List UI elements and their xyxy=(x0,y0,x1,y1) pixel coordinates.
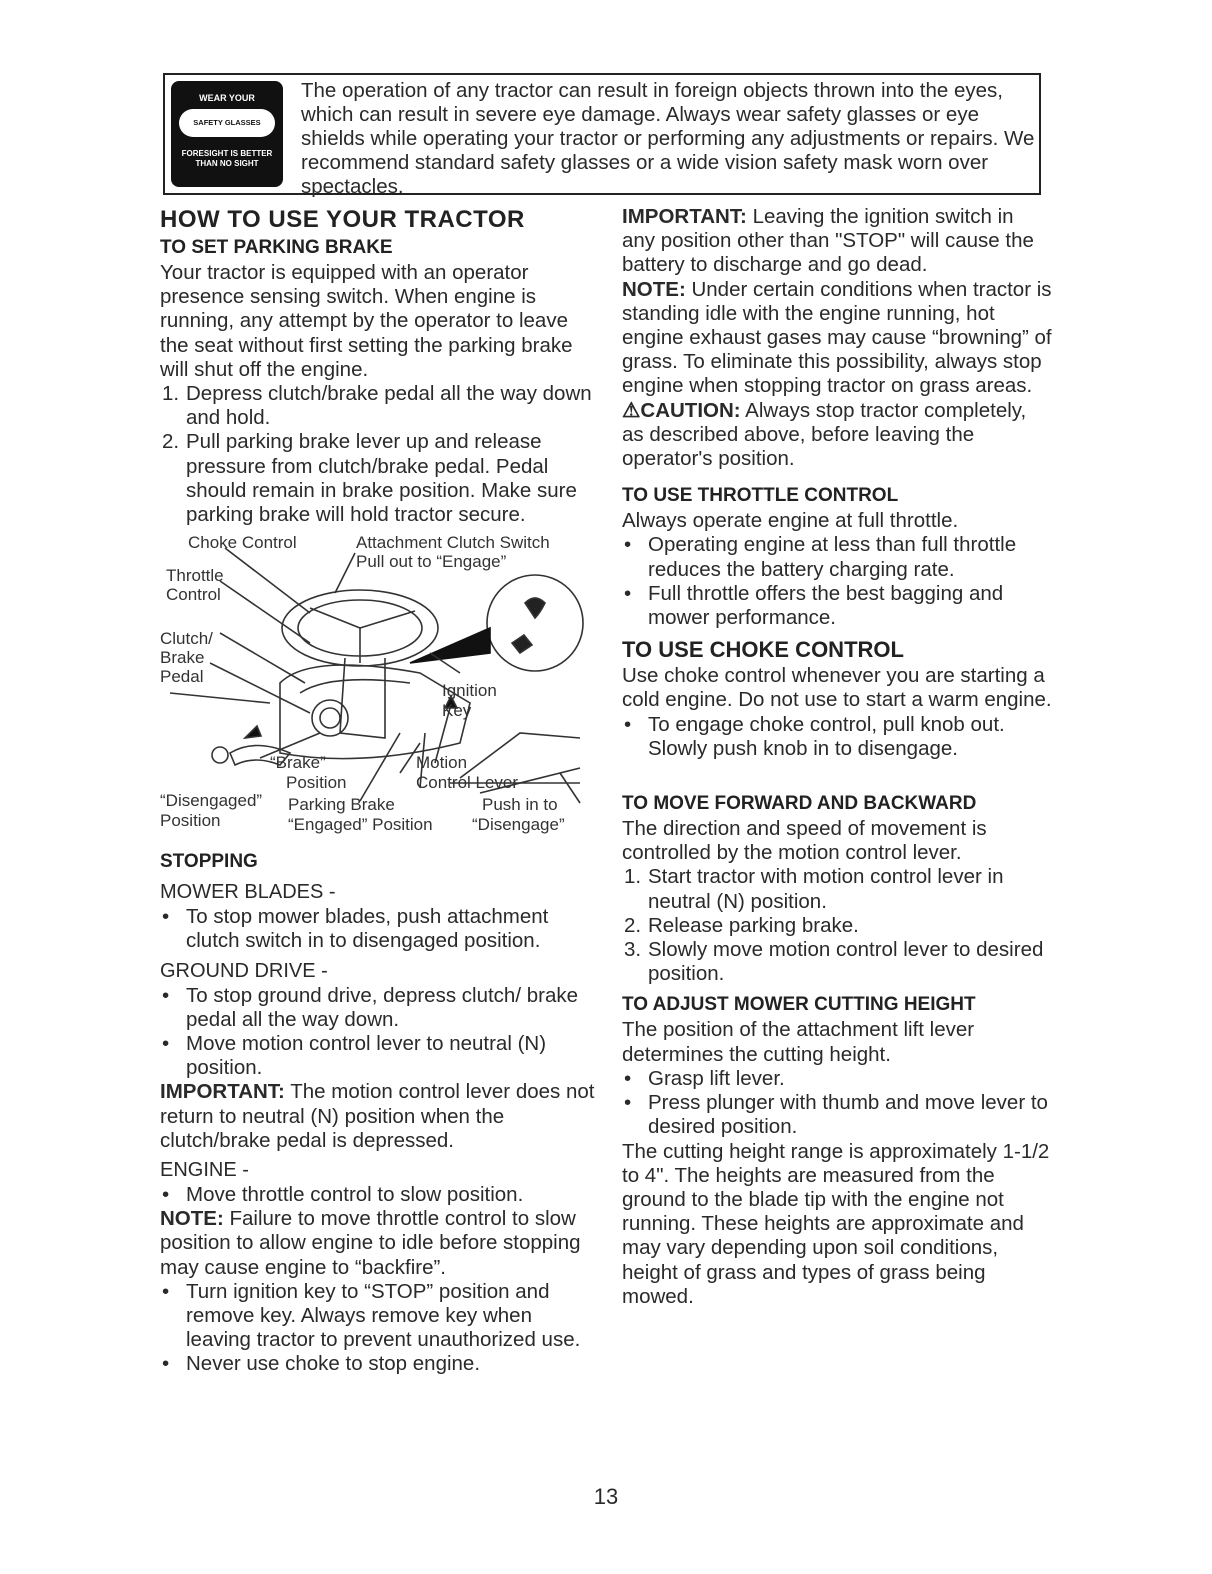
move-heading: TO MOVE FORWARD AND BACKWARD xyxy=(622,793,977,815)
choke-list xyxy=(622,713,1052,761)
label-position: Position xyxy=(286,773,347,793)
caution-keyword: ⚠CAUTION: xyxy=(622,398,741,422)
mower-blades-label: MOWER BLADES - xyxy=(160,881,336,904)
label-throttle-control: Control xyxy=(166,585,221,605)
parking-brake-heading: TO SET PARKING BRAKE xyxy=(160,237,393,258)
list-item xyxy=(160,382,600,430)
important-ignition-note xyxy=(622,205,1052,278)
step-text: Release parking brake. xyxy=(648,913,859,937)
label-disengage: “Disengage” xyxy=(472,815,565,835)
note-keyword: NOTE: xyxy=(622,277,686,301)
list-item xyxy=(622,865,1052,913)
step-number: 2. xyxy=(162,430,180,454)
label-parking-brake: Parking Brake xyxy=(288,795,395,815)
right-column xyxy=(622,205,1052,1309)
important-keyword: IMPORTANT: xyxy=(622,205,747,228)
list-item: • To stop ground drive, depress clutch/ brake pedal all the way down. xyxy=(162,983,578,1031)
list-item xyxy=(622,914,1052,938)
label-push-in: Push in to xyxy=(482,795,558,815)
item-text: Grasp lift lever. xyxy=(648,1066,785,1090)
list-item: • Turn ignition key to “STOP” position and remove key. Always remove key when leaving tractor to prevent unauthorized use. xyxy=(162,1279,581,1352)
page-title: HOW TO USE YOUR TRACTOR xyxy=(160,206,525,233)
label-choke-control: Choke Control xyxy=(188,533,297,553)
left-column xyxy=(160,205,600,1377)
note-browning xyxy=(622,278,1052,399)
item-text: Never use choke to stop engine. xyxy=(186,1352,481,1376)
engine-label: ENGINE - xyxy=(160,1159,249,1182)
label-brake: Brake xyxy=(160,648,205,668)
parking-brake-steps xyxy=(160,382,600,527)
cutting-height-heading: TO ADJUST MOWER CUTTING HEIGHT xyxy=(622,994,976,1016)
label-disengaged-position: Position xyxy=(160,811,221,831)
choke-intro: Use choke control whenever you are starting a cold engine. Do not use to start a warm engine. xyxy=(622,664,1052,712)
engine-list xyxy=(160,1183,600,1207)
item-text: To engage choke control, pull knob out. Slowly push knob in to disengage. xyxy=(648,712,1005,760)
label-control-lever: Control Lever xyxy=(416,773,519,793)
label-ignition: Ignition xyxy=(442,681,497,701)
item-text: To stop mower blades, push attachment clutch switch in to disengaged position. xyxy=(186,905,549,953)
step-text: Slowly move motion control lever to desired position. xyxy=(648,938,1044,986)
step-number: 3. xyxy=(624,938,642,962)
list-item: • Operating engine at less than full throttle reduces the battery charging rate. xyxy=(624,533,1017,581)
controls-diagram xyxy=(160,533,600,843)
step-text: Depress clutch/brake pedal all the way down and hold. xyxy=(186,382,592,430)
list-item xyxy=(160,430,600,527)
important-keyword: IMPORTANT: xyxy=(160,1080,285,1104)
label-throttle: Throttle xyxy=(166,566,224,586)
badge-line-3: FORESIGHT IS BETTER THAN NO SIGHT xyxy=(181,149,273,168)
ground-drive-list xyxy=(160,984,600,1081)
label-motion: Motion xyxy=(416,753,468,773)
cutting-height-outro: The cutting height range is approximately 1-1/2 to 4". The heights are measured from the ground to the blade tip with the engine not running. These heights are approximate and may vary depending upon soil conditions, height of grass and types of grass being mowed. xyxy=(622,1139,1050,1308)
note-text: Failure to move throttle control to slow position to allow engine to idle before stopping may cause engine to “backfire”. xyxy=(160,1207,581,1279)
step-text: Pull parking brake lever up and release pressure from clutch/brake pedal. Pedal should remain in brake position. Make sure parking brake will hold tractor secure. xyxy=(186,430,577,527)
parking-brake-intro: Your tractor is equipped with an operator presence sensing switch. When engine is running, any attempt by the operator to leave the seat without first setting the parking brake will shut off the engine. xyxy=(160,261,573,381)
safety-glasses-badge xyxy=(171,81,283,187)
list-item: • Press plunger with thumb and move lever to desired position. xyxy=(624,1091,1048,1139)
cutting-height-intro: The position of the attachment lift lever determines the cutting height. xyxy=(622,1018,975,1066)
label-clutch: Clutch/ xyxy=(160,629,213,649)
throttle-intro: Always operate engine at full throttle. xyxy=(622,509,959,533)
important-note-stopping xyxy=(160,1080,600,1153)
label-pedal: Pedal xyxy=(160,667,204,687)
engine-list-2 xyxy=(160,1280,600,1377)
list-item: • Grasp lift lever. xyxy=(624,1066,785,1090)
warning-triangle-icon: ⚠ xyxy=(622,398,641,422)
step-text: Start tractor with motion control lever in neutral (N) position. xyxy=(648,865,1004,913)
label-disengaged: “Disengaged” xyxy=(160,791,263,811)
move-intro: The direction and speed of movement is controlled by the motion control lever. xyxy=(622,817,987,865)
important-text: Leaving the ignition switch in any position other than "STOP" will cause the battery to discharge and go dead. xyxy=(622,205,1034,277)
label-engaged-position: “Engaged” Position xyxy=(288,815,433,835)
item-text: Move throttle control to slow position. xyxy=(186,1183,524,1207)
item-text: Press plunger with thumb and move lever to desired position. xyxy=(648,1091,1048,1139)
label-brake-position: “Brake” xyxy=(270,753,326,773)
page-number: 13 xyxy=(593,1484,619,1509)
item-text: To stop ground drive, depress clutch/ brake pedal all the way down. xyxy=(186,983,578,1031)
list-item: • Full throttle offers the best bagging and mower performance. xyxy=(624,581,1004,630)
caution-note xyxy=(622,399,1052,472)
ground-drive-label: GROUND DRIVE - xyxy=(160,959,328,982)
safety-warning-text: The operation of any tractor can result in foreign objects thrown into the eyes, which can result in severe eye damage. Always wear safety glasses or eye shields while operating your tractor or performing any adjustments or repairs. We recommend standard safety glasses or a wide vision safety mask worn over spectacles. xyxy=(301,79,1035,198)
list-item: • Never use choke to stop engine. xyxy=(162,1352,481,1376)
label-ignition-key: Key xyxy=(442,701,472,721)
move-steps xyxy=(622,865,1052,986)
throttle-list xyxy=(622,533,1052,630)
list-item xyxy=(622,938,1052,986)
step-number: 2. xyxy=(624,913,642,937)
note-keyword: NOTE: xyxy=(160,1207,224,1231)
note-text: Under certain conditions when tractor is standing idle with the engine running, hot engine exhaust gases may cause “browning” of grass. To eliminate this possibility, always stop engine when stopping tractor on grass areas. xyxy=(622,277,1052,398)
step-number: 1. xyxy=(162,382,180,406)
list-item: • To stop mower blades, push attachment clutch switch in to disengaged position. xyxy=(162,905,549,953)
pedal-housing-shape xyxy=(312,700,348,736)
item-text: Operating engine at less than full throttle reduces the battery charging rate. xyxy=(648,533,1017,581)
stopping-heading: STOPPING xyxy=(160,851,258,873)
item-text: Turn ignition key to “STOP” position and remove key. Always remove key when leaving tractor to prevent unauthorized use. xyxy=(186,1279,581,1352)
list-item: • To engage choke control, pull knob out. Slowly push knob in to disengage. xyxy=(624,712,1005,760)
badge-line-1: WEAR YOUR xyxy=(199,93,255,103)
note-backfire xyxy=(160,1207,600,1280)
badge-line-2: SAFETY GLASSES xyxy=(179,109,275,137)
item-text: Move motion control lever to neutral (N) position. xyxy=(186,1032,547,1080)
cutting-height-list xyxy=(622,1067,1052,1140)
label-attachment-clutch: Attachment Clutch Switch xyxy=(356,533,550,553)
step-number: 1. xyxy=(624,865,642,889)
caution-text: Always stop tractor completely, as described above, before leaving the operator's position. xyxy=(622,398,1027,471)
list-item: • Move motion control lever to neutral (N) position. xyxy=(162,1032,547,1080)
label-attachment-pull-out: Pull out to “Engage” xyxy=(356,552,507,572)
important-text: The motion control lever does not return to neutral (N) position when the clutch/brake pedal is depressed. xyxy=(160,1080,595,1152)
safety-warning-box xyxy=(163,73,1041,198)
mower-blades-list xyxy=(160,905,600,953)
choke-heading: TO USE CHOKE CONTROL xyxy=(622,637,904,663)
ignition-zoom-circle xyxy=(487,575,583,671)
list-item: • Move throttle control to slow position. xyxy=(162,1183,524,1207)
item-text: Full throttle offers the best bagging and mower performance. xyxy=(648,581,1004,630)
throttle-heading: TO USE THROTTLE CONTROL xyxy=(622,485,899,507)
